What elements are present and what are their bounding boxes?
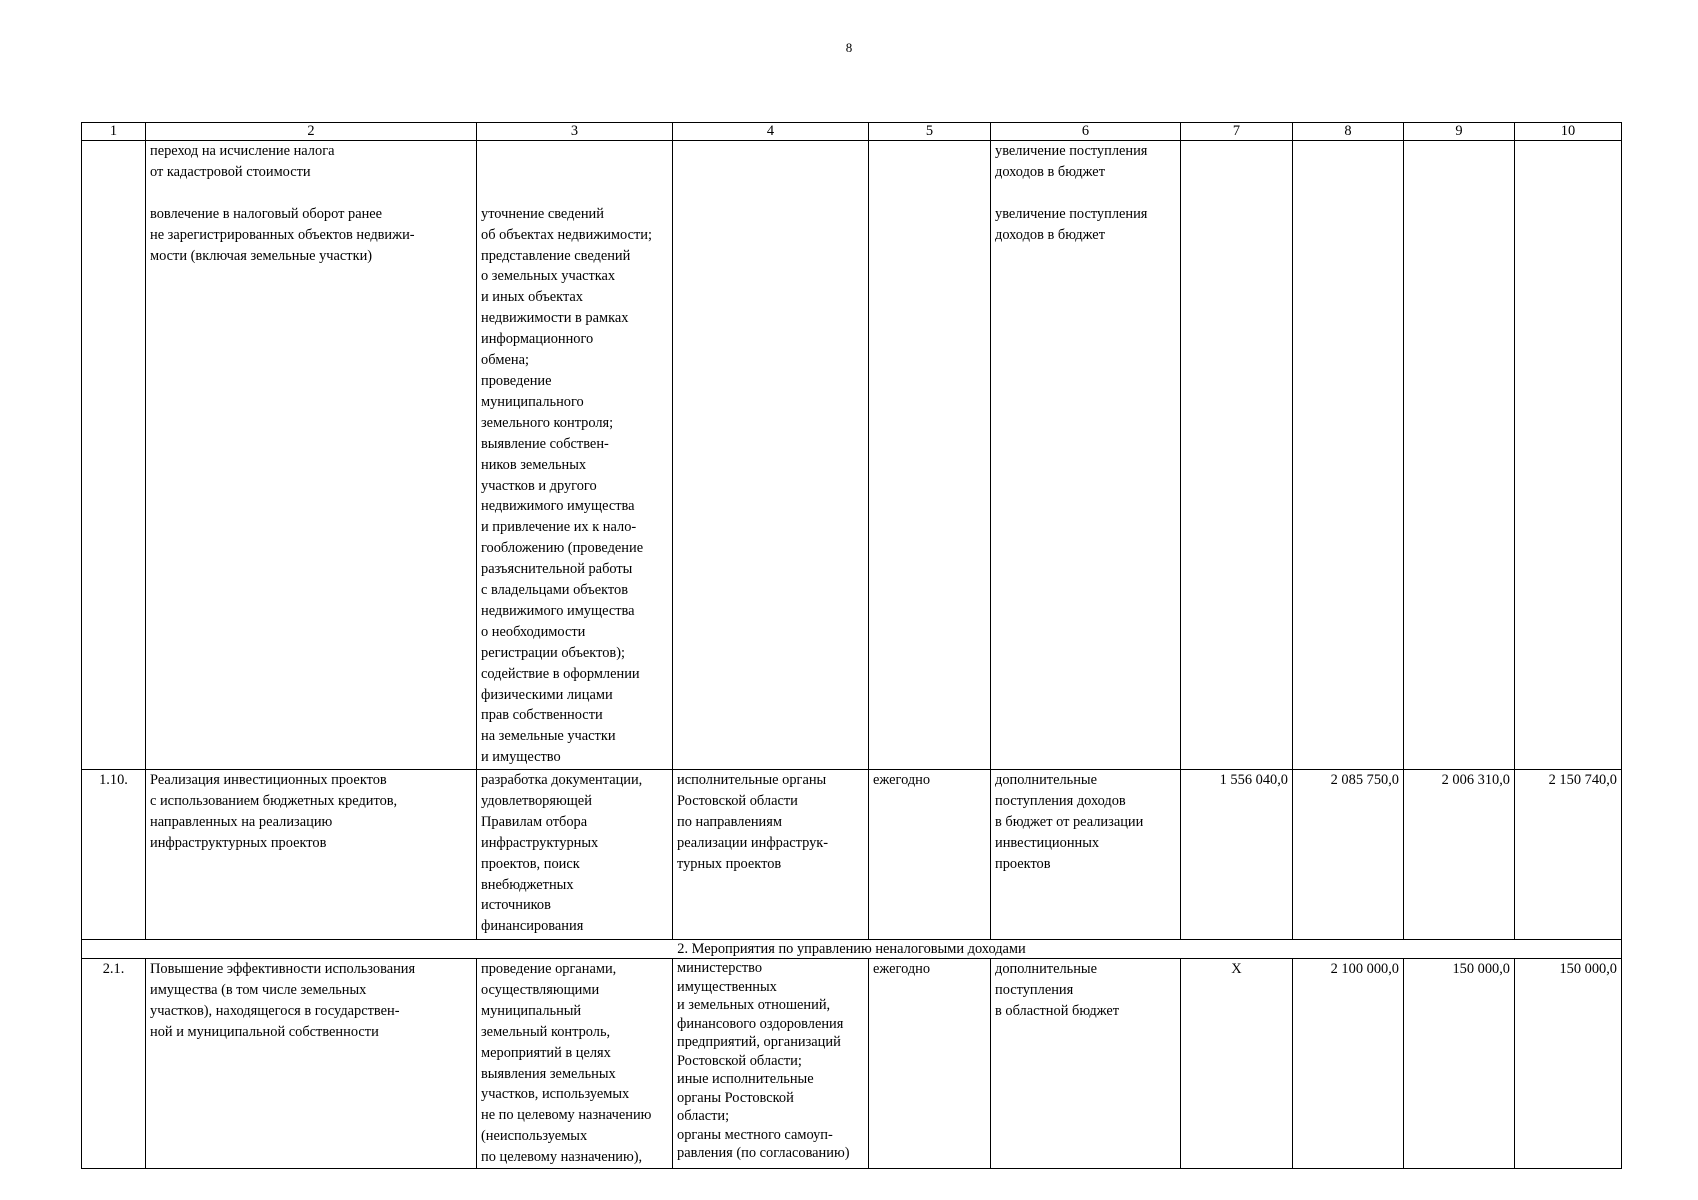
value-col10 [1515,141,1622,770]
table-row [82,770,1622,940]
deadline: ежегодно [869,770,991,940]
column-number: 1 [82,123,146,141]
responsible-executor [673,141,869,770]
measure-name-text: Повышение эффективности использования имущества (в том числе земельных участков), находящегося в государствен- ной и муниципальной собственности [150,961,416,1040]
responsible-executor [673,770,869,940]
executor-text: министерство имущественных и земельных отношений, финансового оздоровления предприятий, организаций Ростовской области; иные исполнительные органы Ростовской области; органы местного самоуп- равления (по согласованию) [677,960,850,1161]
page-number: 8 [845,40,853,55]
table-row [82,959,1622,1169]
mechanism-text: разработка документации, удовлетворяющей Правилам отбора инфраструктурных проектов, поиск внебюджетных источников финансирования [481,772,643,935]
expected-result [991,770,1181,940]
measure-name-text: переход на исчисление налога от кадастровой стоимости вовлечение в налоговый оборот ранее не зарегистрированных объектов недвижи- мости (включая земельные участки) [150,143,415,264]
implementation-mechanism [477,770,673,940]
column-number: 6 [991,123,1181,141]
measure-name-text: Реализация инвестиционных проектов с использованием бюджетных кредитов, направленных на реализацию инфраструктурных проектов [150,772,398,851]
column-number: 2 [146,123,477,141]
mechanism-text: уточнение сведений об объектах недвижимости; представление сведений о земельных участках и иных объектах недвижимости в рамках информационного обмена; проведение муниципального земельного контроля; выявление собствен- ников земельных участков и другого недвижимого имущества и привлечение их к нало- гообложению (проведение разъяснительной работы с владельцами объектов недвижимого имущества о необходимости регистрации объектов); содействие в оформлении физическими лицами прав собственности на земельные участки и имущество [481,205,652,766]
deadline [869,141,991,770]
value-col10: 150 000,0 [1515,959,1622,1169]
item-number [82,141,146,770]
value-col7: Х [1181,959,1293,1169]
expected-result-text: дополнительные поступления в областной бюджет [995,961,1120,1019]
responsible-executor [673,959,869,1169]
value-col8: 2 100 000,0 [1293,959,1404,1169]
measures-table [81,122,1622,1169]
value-col8: 2 085 750,0 [1293,770,1404,940]
column-number: 8 [1293,123,1404,141]
measure-name [146,959,477,1169]
column-number: 4 [673,123,869,141]
table-row [82,141,1622,770]
column-number: 3 [477,123,673,141]
value-col7 [1181,141,1293,770]
item-number: 2.1. [82,959,146,1169]
section-header-row [82,940,1622,959]
item-number: 1.10. [82,770,146,940]
value-col9 [1404,141,1515,770]
expected-result [991,959,1181,1169]
expected-result-text: увеличение поступления доходов в бюджет увеличение поступления доходов в бюджет [995,143,1148,243]
value-col8 [1293,141,1404,770]
implementation-mechanism [477,959,673,1169]
column-number-row [82,123,1622,141]
executor-text: исполнительные органы Ростовской области по направлениям реализации инфраструк- турных проектов [677,772,829,872]
column-number: 10 [1515,123,1622,141]
section-title: 2. Мероприятия по управлению неналоговыми доходами [82,940,1622,959]
value-col7: 1 556 040,0 [1181,770,1293,940]
column-number: 5 [869,123,991,141]
column-number: 9 [1404,123,1515,141]
value-col9: 150 000,0 [1404,959,1515,1169]
value-col10: 2 150 740,0 [1515,770,1622,940]
expected-result-text: дополнительные поступления доходов в бюджет от реализации инвестиционных проектов [995,772,1144,872]
mechanism-text: проведение органами, осуществляющими муниципальный земельный контроль, мероприятий в целях выявления земельных участков, используемых не по целевому назначению (неиспользуемых по целевому назначению), [481,961,652,1166]
value-col9: 2 006 310,0 [1404,770,1515,940]
deadline: ежегодно [869,959,991,1169]
measure-name [146,770,477,940]
expected-result [991,141,1181,770]
column-number: 7 [1181,123,1293,141]
measure-name [146,141,477,770]
implementation-mechanism [477,141,673,770]
